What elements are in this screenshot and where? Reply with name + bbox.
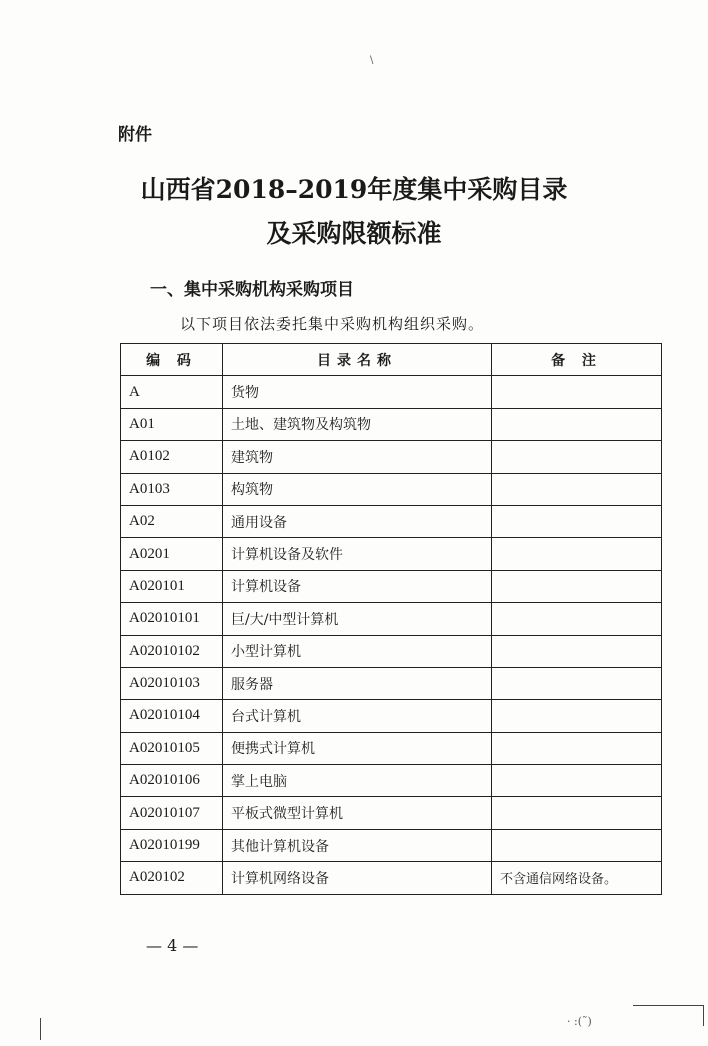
table-row [121, 570, 662, 602]
header-note: 备 注 [492, 344, 662, 376]
row-note [492, 700, 662, 732]
table-row [121, 829, 662, 861]
attachment-label: 附件 [118, 125, 152, 145]
intro-text: 以下项目依法委托集中采购机构组织采购。 [180, 315, 485, 333]
row-name: 建筑物 [223, 441, 492, 473]
row-name: 掌上电脑 [223, 765, 492, 797]
row-code: A020101 [121, 570, 223, 602]
row-name: 货物 [223, 376, 492, 408]
table-row [121, 765, 662, 797]
row-code: A0201 [121, 538, 223, 570]
table-row [121, 408, 662, 440]
table-row [121, 441, 662, 473]
row-code: A [121, 376, 223, 408]
row-code: A0102 [121, 441, 223, 473]
row-code: A02010107 [121, 797, 223, 829]
row-code: A02010199 [121, 829, 223, 861]
table-header-row [121, 344, 662, 376]
row-note [492, 376, 662, 408]
row-note [492, 505, 662, 537]
row-note [492, 667, 662, 699]
table-row [121, 376, 662, 408]
header-code: 编 码 [121, 344, 223, 376]
row-name: 服务器 [223, 667, 492, 699]
row-code: A02010103 [121, 667, 223, 699]
row-note [492, 765, 662, 797]
header-name: 目录名称 [223, 344, 492, 376]
row-name: 通用设备 [223, 505, 492, 537]
table-row [121, 473, 662, 505]
row-code: A02010102 [121, 635, 223, 667]
page-number: — 4 — [146, 936, 199, 955]
row-code: A02010101 [121, 603, 223, 635]
row-note [492, 473, 662, 505]
row-note: 不含通信网络设备。 [492, 862, 662, 894]
scan-artifact-mark: \ [370, 55, 374, 66]
row-note [492, 538, 662, 570]
table-row [121, 635, 662, 667]
row-name: 计算机设备 [223, 570, 492, 602]
scan-edge-mark [40, 1018, 41, 1040]
row-code: A02010106 [121, 765, 223, 797]
scan-edge-mark: · :(˜) [567, 1015, 592, 1028]
row-note [492, 635, 662, 667]
catalog-table [120, 343, 662, 895]
table-row [121, 862, 662, 894]
row-name: 土地、建筑物及构筑物 [223, 408, 492, 440]
row-note [492, 570, 662, 602]
row-note [492, 829, 662, 861]
table-row [121, 797, 662, 829]
table-row [121, 732, 662, 764]
row-name: 台式计算机 [223, 700, 492, 732]
row-note [492, 732, 662, 764]
row-code: A01 [121, 408, 223, 440]
table-row [121, 667, 662, 699]
document-title-line-1: 山西省2018–2019年度集中采购目录 [140, 175, 568, 204]
table-row [121, 538, 662, 570]
row-name: 其他计算机设备 [223, 829, 492, 861]
row-code: A020102 [121, 862, 223, 894]
row-name: 小型计算机 [223, 635, 492, 667]
row-name: 构筑物 [223, 473, 492, 505]
row-name: 平板式微型计算机 [223, 797, 492, 829]
row-name: 计算机设备及软件 [223, 538, 492, 570]
scan-corner-mark [633, 1005, 704, 1026]
row-code: A02010104 [121, 700, 223, 732]
row-code: A02010105 [121, 732, 223, 764]
document-title-line-2: 及采购限额标准 [266, 219, 442, 248]
row-code: A0103 [121, 473, 223, 505]
row-note [492, 797, 662, 829]
table-row [121, 700, 662, 732]
row-note [492, 603, 662, 635]
row-name: 便携式计算机 [223, 732, 492, 764]
table-row [121, 603, 662, 635]
table-row [121, 505, 662, 537]
row-code: A02 [121, 505, 223, 537]
row-name: 巨/大/中型计算机 [223, 603, 492, 635]
row-note [492, 408, 662, 440]
section-heading: 一、集中采购机构采购项目 [150, 280, 354, 300]
row-note [492, 441, 662, 473]
row-name: 计算机网络设备 [223, 862, 492, 894]
